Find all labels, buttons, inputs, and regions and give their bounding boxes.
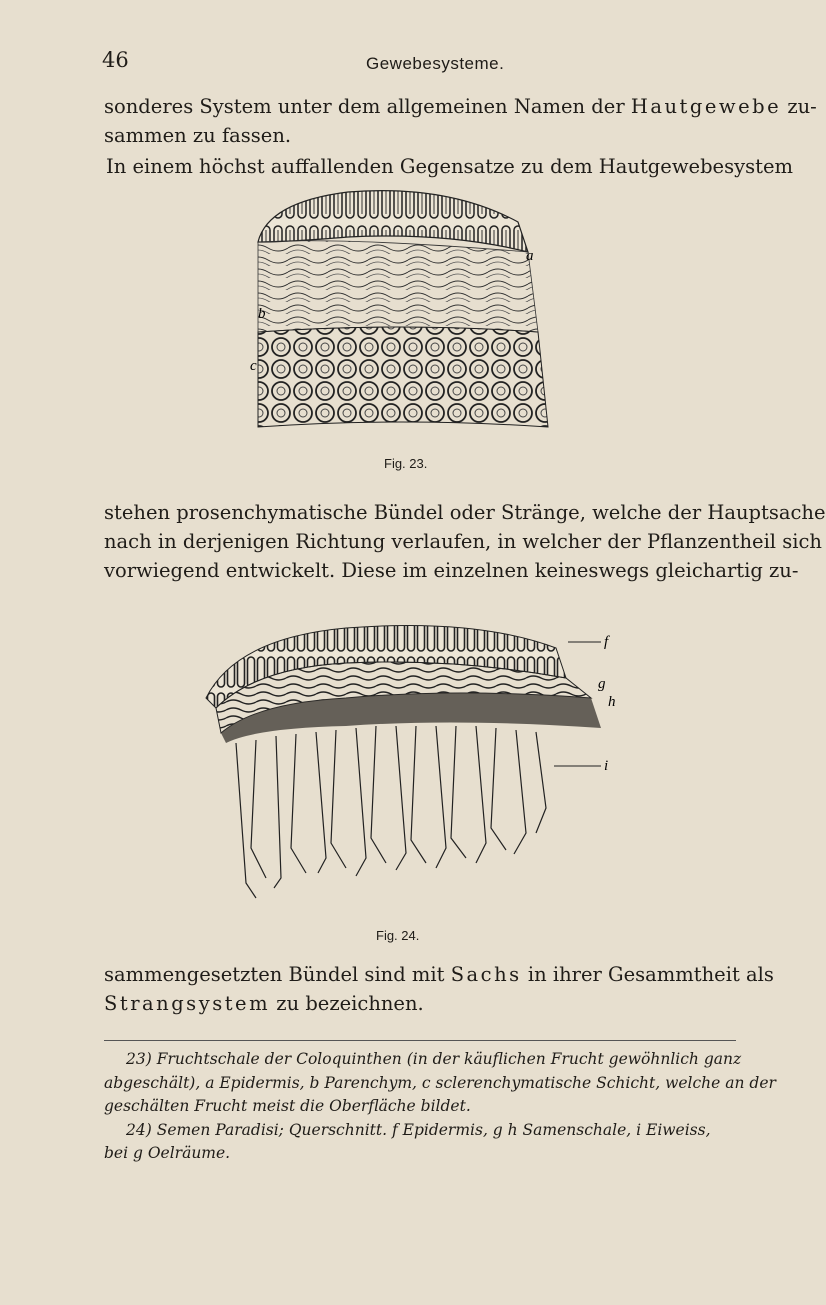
para2-line1: stehen prosenchymatische Bündel oder Stränge, welche der Hauptsache: [104, 501, 826, 524]
fig24-endosperm-cells: [236, 726, 546, 898]
footnote-23-line1: 23) Fruchtschale der Coloquinthen (in der käuflichen Frucht gewöhnlich ganz: [126, 1050, 742, 1068]
para1-line3: In einem höchst auffallenden Gegensatze zu dem Hautgewebesystem: [106, 155, 793, 178]
figure-24-caption: Fig. 24.: [376, 928, 420, 943]
figure-24-illustration: [196, 618, 636, 918]
footnote-23-line2: abgeschält), a Epidermis, b Parenchym, c sclerenchymatische Schicht, welche an der: [104, 1073, 776, 1092]
fig23-label-b: b: [258, 306, 266, 322]
fig24-label-h: h: [608, 694, 616, 710]
figure-23-caption: Fig. 23.: [384, 456, 428, 471]
paragraph-1: [104, 92, 817, 181]
fig23-parenchyma-layer: [258, 241, 538, 332]
footnote-23-line3: geschälten Frucht meist die Oberfläche bildet.: [104, 1097, 471, 1115]
fig24-label-i: i: [604, 758, 609, 774]
footnote-24-line2: bei g Oelräume.: [104, 1144, 231, 1162]
paragraph-3: [104, 960, 774, 1018]
footnotes: [104, 1048, 776, 1166]
para2-line2: nach in derjenigen Richtung verlaufen, in welcher der Pflanzentheil sich: [104, 530, 822, 553]
footnote-divider: [104, 1040, 736, 1041]
figure-23-illustration: [248, 182, 548, 432]
footnote-24-line1: 24) Semen Paradisi; Querschnitt. f Epidermis, g h Samenschale, i Eiweiss,: [126, 1120, 711, 1139]
fig23-sclerenchyma-layer: [258, 327, 548, 427]
page-number: 46: [102, 48, 129, 72]
running-head: Gewebesysteme.: [366, 54, 505, 73]
para3-line2: Strangsystem zu bezeichnen.: [104, 992, 424, 1015]
fig24-label-g: g: [598, 676, 606, 692]
para2-line3: vorwiegend entwickelt. Diese im einzelnen keineswegs gleichartig zu-: [104, 559, 799, 582]
para3-line1: sammengesetzten Bündel sind mit Sachs in ihrer Gesammtheit als: [104, 963, 774, 986]
paragraph-2: [104, 498, 826, 585]
fig24-label-f: f: [604, 634, 609, 650]
fig23-label-c: c: [250, 358, 257, 374]
para1-line1: sonderes System unter dem allgemeinen Namen der Hautgewebe zu-: [104, 95, 817, 118]
fig23-label-a: a: [526, 248, 534, 264]
para1-line2: sammen zu fassen.: [104, 124, 292, 147]
